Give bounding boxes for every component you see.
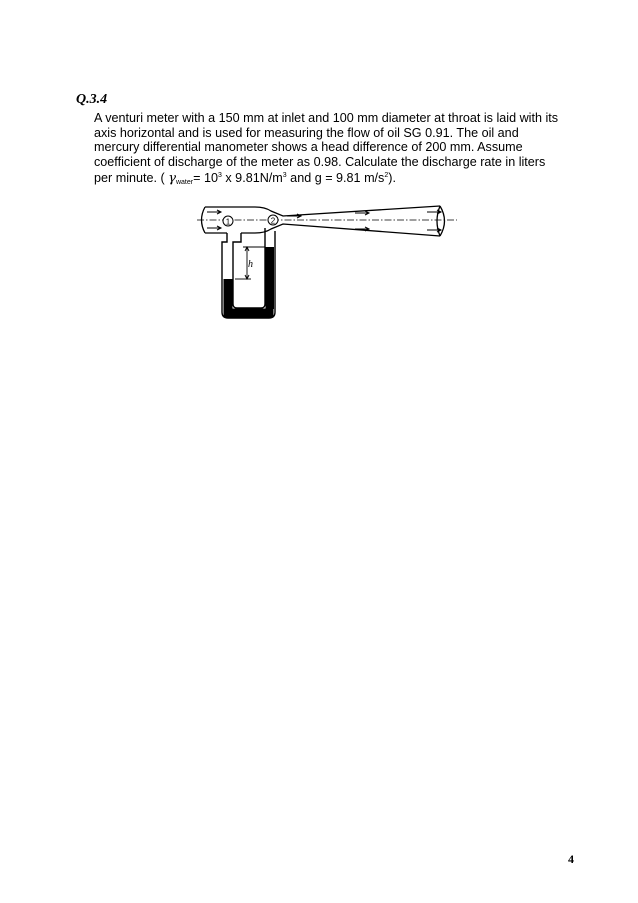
page-number: 4: [568, 852, 574, 866]
question-line-5: [94, 169, 594, 191]
mercury-column: [224, 247, 275, 318]
line5-part-e: ).: [388, 171, 396, 186]
question-line-2: axis horizontal and is used for measuring the flow of oil SG 0.91. The oil and: [94, 125, 519, 140]
exponent-3b: 3: [282, 172, 287, 180]
line5-part-c: x 9.81N/m: [221, 171, 283, 186]
line5-part-b: = 10: [193, 171, 218, 186]
section-2-marker: [268, 215, 278, 226]
venturi-meter-figure: [195, 200, 460, 325]
head-label: h: [248, 259, 253, 270]
section-1-marker: [223, 216, 233, 227]
gamma-subscript: water: [175, 179, 194, 187]
pipe-outline: [202, 206, 445, 236]
line5-part-d: and g = 9.81 m/s: [286, 171, 385, 186]
line5-part-a: per minute. (: [94, 171, 169, 186]
exponent-2: 2: [384, 172, 389, 180]
exponent-3a: 3: [217, 172, 222, 180]
question-line-4: coefficient of discharge of the meter as 0.98. Calculate the discharge rate in liters: [94, 154, 546, 169]
question-number: Q.3.4: [76, 92, 108, 107]
gamma-symbol: γ: [168, 171, 176, 187]
question-text: [94, 111, 594, 191]
question-line-1: A venturi meter with a 150 mm at inlet and 100 mm diameter at throat is laid with its: [94, 111, 559, 125]
question-line-3: mercury differential manometer shows a head difference of 200 mm. Assume: [94, 140, 523, 155]
section-2-label: 2: [270, 216, 276, 226]
section-1-label: 1: [225, 217, 231, 227]
